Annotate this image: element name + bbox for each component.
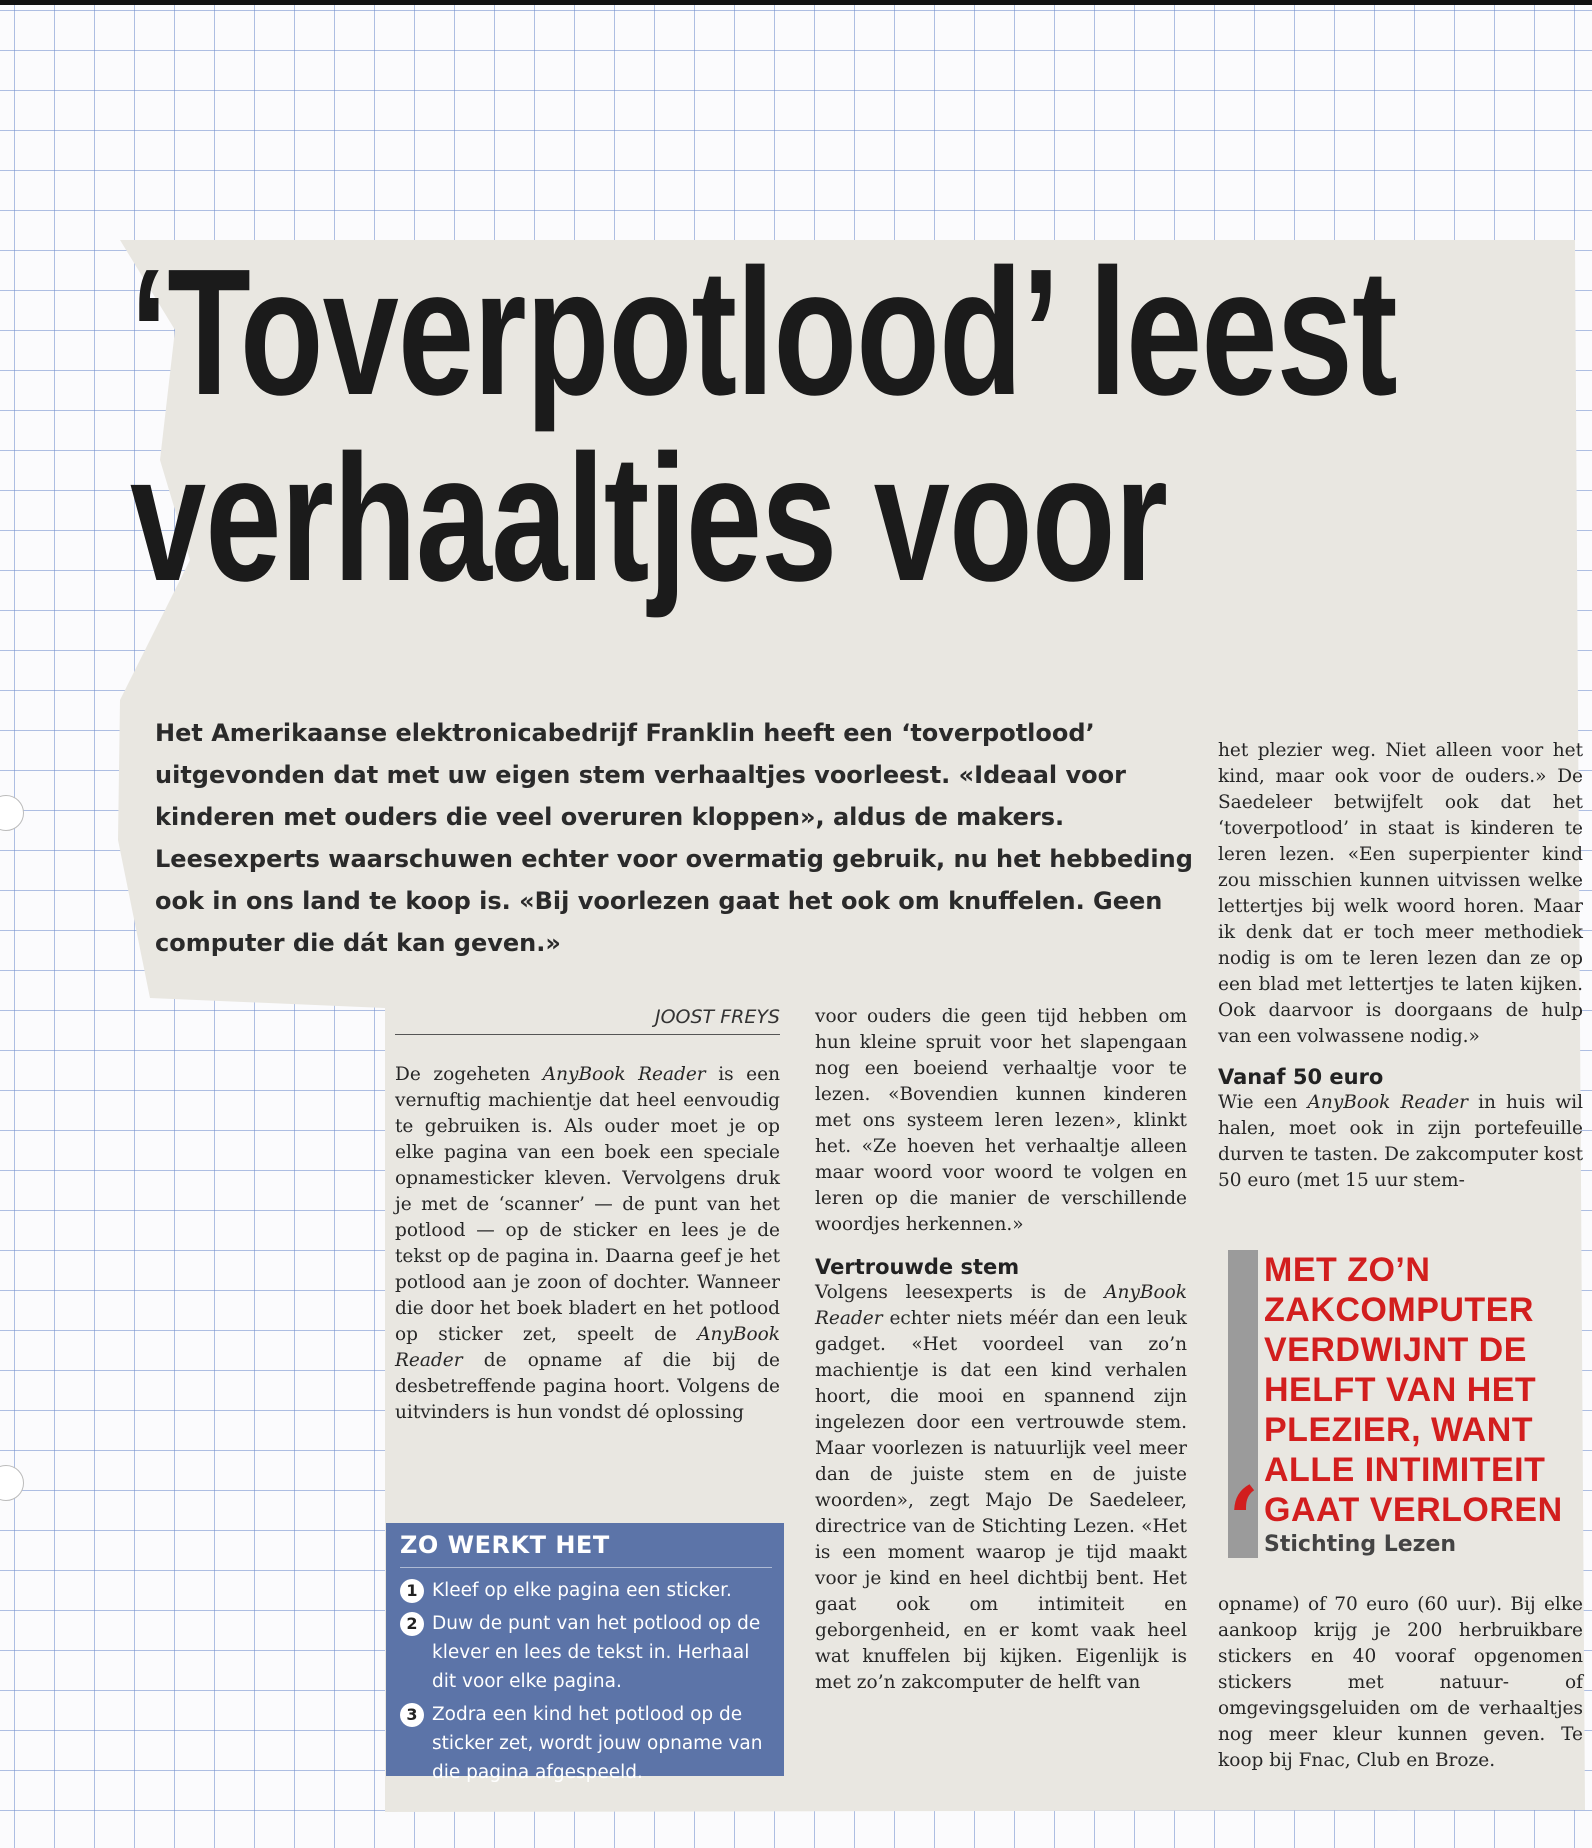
text-run: is een vernuftig machientje dat heel eenvoudig te gebruiken is. Als ouder moet je op elke pagina van een boek een speciale opnamesticker kleven. Vervolgens druk je met de ‘scanner’ — de punt van het potlood — op de sticker en lees je de tekst op de pagina in. Daarna geef je het potlood aan je zoon of dochter. Wanneer die door het boek bladert en het potlood op sticker zet, speelt de xyxy=(395,1064,780,1345)
step-text: Kleef op elke pagina een sticker. xyxy=(432,1580,732,1601)
punch-hole xyxy=(0,795,24,831)
subheading-price: Vanaf 50 euro xyxy=(1218,1065,1384,1089)
headline xyxy=(130,232,1397,619)
column-3-paragraph: opname) of 70 euro (60 uur). Bij elke aankoop krijg je 200 herbruikbare stickers en 40 vooraf opgenomen stickers met natuur- of omgevingsgeluiden om de verhaaltjes nog meer kleur kunnen geven. Te koop bij Fnac, Club en Broze. xyxy=(1218,1594,1583,1771)
step-item xyxy=(400,1700,772,1787)
column-2-paragraph: voor ouders die geen tijd hebben om hun kleine spruit voor het slapengaan nog een boeiend verhaaltje voor te lezen. «Bovendien kunnen kinderen met ons systeem leren lezen», klinkt het. «Ze hoeven het verhaaltje alleen maar woord voor woord te volgen en leren op die manier de verschillende woordjes herkennen.» xyxy=(815,1006,1187,1235)
scan-top-edge xyxy=(0,0,1592,5)
byline: JOOST FREYS xyxy=(395,1006,780,1035)
step-number: 1 xyxy=(400,1579,424,1603)
step-text: Zodra een kind het potlood op de sticker zet, wordt jouw opname van die pagina afgespeeld. xyxy=(432,1704,763,1783)
punch-hole xyxy=(0,1465,24,1501)
text-run: De zogeheten xyxy=(395,1064,543,1085)
text-run: de opname af die bij de desbetreffende pagina hoort. Volgens de uitvinders is hun vondst dé oplossing xyxy=(395,1350,780,1423)
headline-line-2: verhaaltjes voor xyxy=(130,418,1168,619)
column-2 xyxy=(815,1004,1187,1696)
subheading-trusted-voice: Vertrouwde stem xyxy=(815,1255,1020,1279)
step-item xyxy=(400,1609,772,1696)
text-run: in huis wil halen, moet ook in zijn portefeuille durven te tasten. De zakcomputer kost 50 euro (met 15 uur stem- xyxy=(1218,1092,1583,1191)
column-3-continued xyxy=(1218,1592,1583,1774)
text-run: Wie een xyxy=(1218,1092,1308,1113)
column-3-paragraph: het plezier weg. Niet alleen voor het kind, maar ook voor de ouders.» De Saedeleer betwijfelt ook dat het ‘toverpotlood’ in staat is kinderen te leren lezen. «Een superpienter kind zou misschien kunnen uitvissen welke lettertjes bij welk woord horen. Maar ik denk dat er toch meer methodiek nodig is om te leren lezen dan ze op een blad met lettertjes te laten kijken. Ook daarvoor is doorgaans de hulp van een volwassene nodig.» xyxy=(1218,740,1583,1047)
step-text: Duw de punt van het potlood op de klever en lees de tekst in. Herhaal dit voor elke pagina. xyxy=(432,1613,761,1692)
column-3 xyxy=(1218,738,1583,1194)
product-name: AnyBook Reader xyxy=(1307,1092,1468,1113)
product-name: AnyBook Reader xyxy=(395,1324,780,1371)
step-item xyxy=(400,1576,772,1605)
column-2-paragraph xyxy=(815,1280,1187,1696)
pull-quote-text: MET ZO’N ZAKCOMPUTER VERDWIJNT DE HELFT VAN HET PLEZIER, WANT ALLE INTIMITEIT GAAT VERLOREN xyxy=(1264,1251,1563,1529)
quote-mark-icon: ‘ xyxy=(1228,1467,1260,1573)
headline-line-1: ‘Toverpotlood’ leest xyxy=(130,232,1397,433)
column-1-paragraph xyxy=(395,1062,780,1426)
how-it-works-title: ZO WERKT HET xyxy=(400,1531,772,1568)
how-it-works-box xyxy=(386,1523,784,1783)
column-1 xyxy=(395,1062,780,1426)
step-number: 2 xyxy=(400,1612,424,1636)
text-run: Volgens leesexperts is de xyxy=(815,1282,1105,1303)
column-3-paragraph xyxy=(1218,1090,1583,1194)
step-number: 3 xyxy=(400,1703,424,1727)
pull-quote-source: Stichting Lezen xyxy=(1264,1532,1457,1557)
product-name: AnyBook Reader xyxy=(815,1282,1187,1329)
lead-paragraph: Het Amerikaanse elektronicabedrijf Franklin heeft een ‘toverpotlood’ uitgevonden dat met uw eigen stem verhaaltjes voorleest. «Ideaal voor kinderen met ouders die veel overuren kloppen», aldus de makers. Leesexperts waarschuwen echter voor overmatig gebruik, nu het hebbeding ook in ons land te koop is. «Bij voorlezen gaat het ook om knuffelen. Geen computer die dát kan geven.» xyxy=(155,719,1193,957)
text-run: echter niets méér dan een leuk gadget. «Het voordeel van zo’n machientje is dat een kind verhalen hoort, die mooi en spannend zijn ingelezen door een vertrouwde stem. Maar voorlezen is natuurlijk veel meer dan de juiste stem en de juiste woorden», zegt Majo De Saedeleer, directrice van de Stichting Lezen. «Het is een moment waarop je tijd maakt voor je kind en heel dichtbij bent. Het gaat ook om intimiteit en geborgenheid, en er komt vaak heel wat knuffelen bij kijken. Eigenlijk is met zo’n zakcomputer de helft van xyxy=(815,1308,1187,1693)
product-name: AnyBook Reader xyxy=(542,1064,706,1085)
